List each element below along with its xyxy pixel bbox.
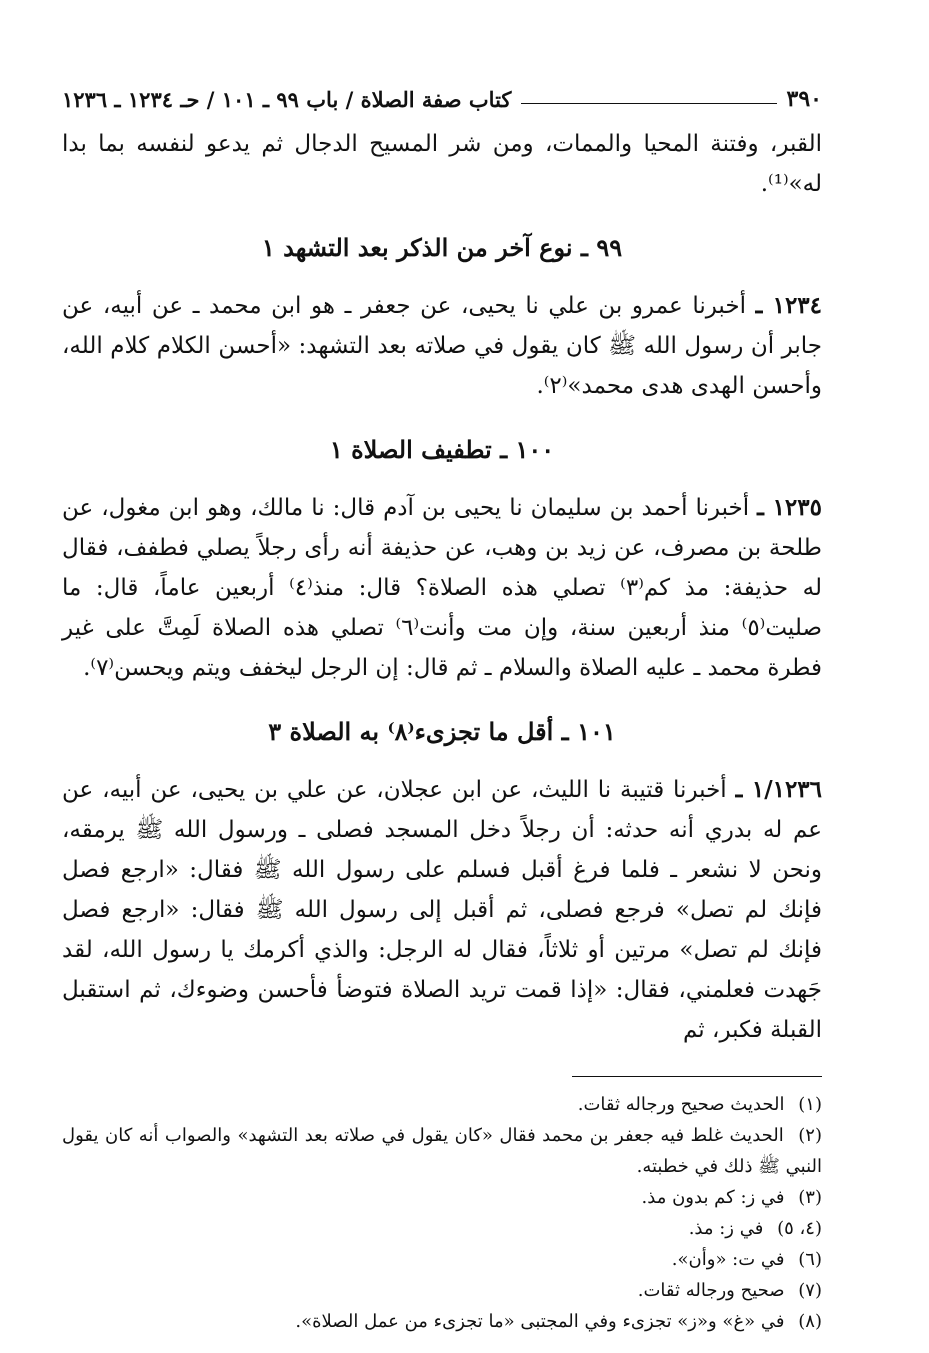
footnote-text: في «غ» و«ز» تجزىء وفي المجتبى «ما تجزىء من عمل الصلاة».: [295, 1311, 785, 1332]
hadith-text: أخبرنا عمرو بن علي نا يحيى، عن جعفر ـ هو ابن محمد ـ عن أبيه، عن جابر أن رسول الله ﷺ كان يقول في صلاته بعد التشهد: «أحسن الكلام كلام الله، وأحسن الهدى هدى محمد»⁽٢⁾.: [62, 293, 822, 399]
continuation-text: القبر، وفتنة المحيا والممات، ومن شر المسيح الدجال ثم يدعو لنفسه بما بدا له»⁽¹⁾.: [62, 131, 822, 197]
hadith-paragraph: [62, 488, 822, 688]
footnote-text: صحيح ورجاله ثقات.: [637, 1280, 785, 1301]
hadith-text: أخبرنا قتيبة نا الليث، عن ابن عجلان، عن علي بن يحيى، عن أبيه، عن عم له بدري أنه حدثه: أن رجلاً دخل المسجد فصلى ـ ورسول الله ﷺ يرمقه، ونحن لا نشعر ـ فلما فرغ أقبل فسلم على رسول الله ﷺ فقال: «ارجع فصل فإنك لم تصل» فرجع فصلى، ثم أقبل إلى رسول الله ﷺ فقال: «ارجع فصل فإنك لم تصل» مرتين أو ثلاثاً، فقال له الرجل: والذي أكرمك يا رسول الله، لقد جَهدت فعلمني، فقال: «إذا قمت تريد الصلاة فتوضأ فأحسن وضوءك، ثم استقبل القبلة فكبر، ثم: [62, 777, 822, 1043]
footnote-item: [62, 1089, 822, 1120]
hadith-paragraph: [62, 286, 822, 406]
footnote-marker: (٤، ٥): [777, 1218, 822, 1239]
section-99: [62, 228, 822, 406]
footnote-marker: (٧): [798, 1280, 822, 1301]
footnotes: [62, 1089, 822, 1337]
section-100: [62, 430, 822, 688]
hadith-number: ١٢٣٥ ـ: [757, 494, 822, 521]
footnote-text: في ز: كم بدون مذ.: [641, 1187, 785, 1208]
footnote-marker: (٣): [798, 1187, 822, 1208]
section-101: [62, 712, 822, 1050]
footnote-marker: (٢): [798, 1125, 822, 1146]
footnote-text: في ز: مذ.: [688, 1218, 764, 1239]
footnote-marker: (١): [798, 1094, 822, 1115]
chapter-heading: ٩٩ ـ نوع آخر من الذكر بعد التشهد ١: [261, 233, 623, 262]
footnote-text: الحديث غلط فيه جعفر بن محمد فقال «كان يقول في صلاته بعد التشهد» والصواب أنه كان يقول النبي ﷺ ذلك في خطبته.: [62, 1125, 822, 1177]
footnote-text: في ت: «وأن».: [671, 1249, 785, 1270]
book-page: [62, 78, 823, 1332]
chapter-heading: ١٠١ ـ أقل ما تجزىء⁽٨⁾ به الصلاة ٣: [268, 717, 616, 746]
hadith-text: أخبرنا أحمد بن سليمان نا يحيى بن آدم قال: نا مالك، وهو ابن مغول، عن طلحة بن مصرف، عن زيد بن وهب، عن حذيفة أنه رأى رجلاً يصلي فطفف، فقال له حذيفة: مذ كم⁽٣⁾ تصلي هذه الصلاة؟ قال: منذ⁽٤⁾ أربعين عاماً، قال: ما صليت⁽٥⁾ منذ أربعين سنة، وإن مت وأنت⁽٦⁾ تصلي هذه الصلاة لَمِتَّ على غير فطرة محمد ـ عليه الصلاة والسلام ـ ثم قال: إن الرجل ليخفف ويتم ويحسن⁽٧⁾.: [62, 495, 822, 681]
footnote-item: [62, 1213, 822, 1244]
footnote-item: [62, 1306, 822, 1337]
chapter-heading: ١٠٠ ـ تطفيف الصلاة ١: [329, 435, 555, 464]
footnote-separator: [572, 1076, 822, 1077]
running-title: كتاب صفة الصلاة / باب ٩٩ ـ ١٠١ / حـ ١٢٣٤ ـ ١٢٣٦: [62, 87, 512, 112]
header-rule: [521, 102, 776, 104]
footnote-marker: (٨): [798, 1311, 822, 1332]
page-number: ٣٩٠: [786, 86, 822, 112]
hadith-number: ١٢٣٤ ـ: [755, 292, 823, 319]
footnote-item: [62, 1182, 822, 1213]
footnote-item: [62, 1275, 822, 1306]
footnote-item: [62, 1244, 822, 1275]
footnote-text: الحديث صحيح ورجاله ثقات.: [577, 1094, 785, 1115]
hadith-paragraph: [62, 770, 822, 1050]
hadith-number: ١/١٢٣٦ ـ: [735, 776, 823, 803]
page-header: [62, 78, 822, 112]
footnote-marker: (٦): [798, 1249, 822, 1270]
footnote-item: [62, 1120, 822, 1182]
